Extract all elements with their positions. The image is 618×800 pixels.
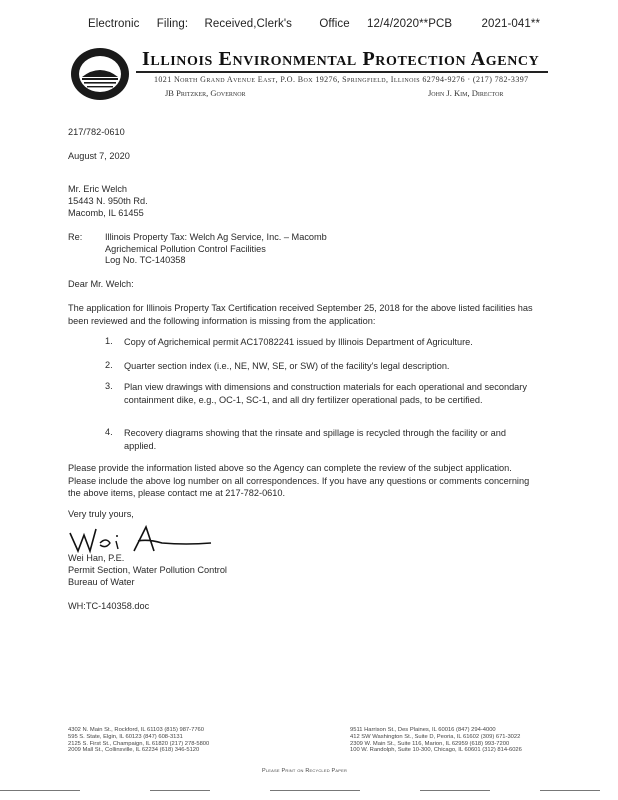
stamp-office: Office [319, 18, 350, 30]
item-1-number: 1. [105, 336, 113, 346]
item-2-text: Quarter section index (i.e., NE, NW, SE, or SW) of the facility's legal description. [124, 361, 450, 371]
footer-office: 4302 N. Main St., Rockford, IL 61103 (815) 987-7760 [68, 727, 204, 733]
footer-office: 100 W. Randolph, Suite 10-300, Chicago, IL 60601 (312) 814-6026 [350, 747, 522, 754]
item-1-text: Copy of Agrichemical permit AC17082241 issued by Illinois Department of Agriculture. [124, 337, 473, 347]
director-name: John J. Kim, Director [428, 88, 504, 98]
item-4-number: 4. [105, 427, 113, 437]
re-line-2: Agrichemical Pollution Control Facilities [105, 244, 266, 254]
re-label: Re: [68, 232, 83, 242]
re-line-3: Log No. TC-140358 [105, 255, 186, 265]
closing: Very truly yours, [68, 509, 134, 519]
stamp-filing: Filing: [156, 18, 189, 30]
stamp-electronic: Electronic [88, 18, 140, 30]
footer-offices-right [350, 727, 522, 754]
recipient-city: Macomb, IL 61455 [68, 208, 144, 218]
footer-offices-left [68, 727, 209, 754]
salutation: Dear Mr. Welch: [68, 279, 134, 289]
footer-office: 9511 Harrison St., Des Plaines, IL 60016 (847) 294-4000 [350, 727, 496, 733]
file-reference: WH:TC-140358.doc [68, 601, 150, 611]
item-3-text: Plan view drawings with dimensions and construction materials for each operational and secondary containment dike, e.g., OC-1, SC-1, and all dry fertilizer operational pads, to be certified. [124, 382, 527, 405]
footer-office: 595 S. State, Elgin, IL 60123 (847) 608-3131 [68, 733, 183, 740]
recipient-street: 15443 N. 950th Rd. [68, 196, 148, 206]
letterhead-rule [136, 71, 548, 73]
bottom-scan-mark [540, 790, 600, 791]
governor-name: JB Pritzker, Governor [165, 88, 246, 98]
item-4-text: Recovery diagrams showing that the rinsate and spillage is recycled through the facility or and applied. [124, 428, 506, 451]
footer-office: 412 SW Washington St., Suite D, Peoria, IL 61602 (309) 671-3022 [350, 733, 521, 740]
bottom-scan-mark [0, 790, 80, 791]
footer-office: 2125 S. First St., Champaign, IL 61820 (217) 278-5800 [68, 740, 210, 747]
handwritten-signature [66, 521, 216, 557]
letter-date: August 7, 2020 [68, 151, 130, 161]
agency-address: 1021 North Grand Avenue East, P.O. Box 19276, Springfield, Illinois 62794-9276 · (217) 782-3397 [154, 75, 529, 84]
re-line-1: Illinois Property Tax: Welch Ag Service, Inc. – Macomb [105, 232, 327, 242]
bottom-scan-mark [150, 790, 210, 791]
intro-paragraph: The application for Illinois Property Tax Certification received September 25, 2018 for the above listed facilities has been reviewed and the following information is missing from the application: [68, 303, 533, 326]
stamp-case-number: 2021-041** [481, 18, 541, 30]
footer-office: 2009 Mall St., Collinsville, IL 62234 (618) 346-5120 [68, 747, 200, 754]
filing-stamp [88, 18, 540, 30]
item-3-number: 3. [105, 381, 113, 391]
signer-section: Permit Section, Water Pollution Control [68, 565, 227, 575]
recipient-name: Mr. Eric Welch [68, 184, 128, 194]
footer-office: 2309 W. Main St., Suite 116, Marion, IL 62959 (618) 993-7200 [350, 740, 510, 747]
item-2-number: 2. [105, 360, 113, 370]
closing-paragraph: Please provide the information listed above so the Agency can complete the review of the subject application. Please include the above log number on all correspondences. If you have any questions or comments concerning the above items, please contact me at 217-782-0610. [68, 463, 530, 498]
signer-bureau: Bureau of Water [68, 577, 135, 587]
phone-number: 217/782-0610 [68, 127, 125, 137]
iepa-seal-logo [70, 47, 130, 101]
bottom-scan-mark [270, 790, 360, 791]
stamp-received: Received,Clerk's [204, 18, 293, 30]
stamp-date-pcb: 12/4/2020**PCB [367, 18, 453, 30]
bottom-scan-mark [420, 790, 490, 791]
agency-name: Illinois Environmental Protection Agency [142, 48, 540, 70]
signer-name: Wei Han, P.E. [68, 553, 125, 563]
recycled-paper-note: Please Print on Recycled Paper [262, 768, 348, 774]
